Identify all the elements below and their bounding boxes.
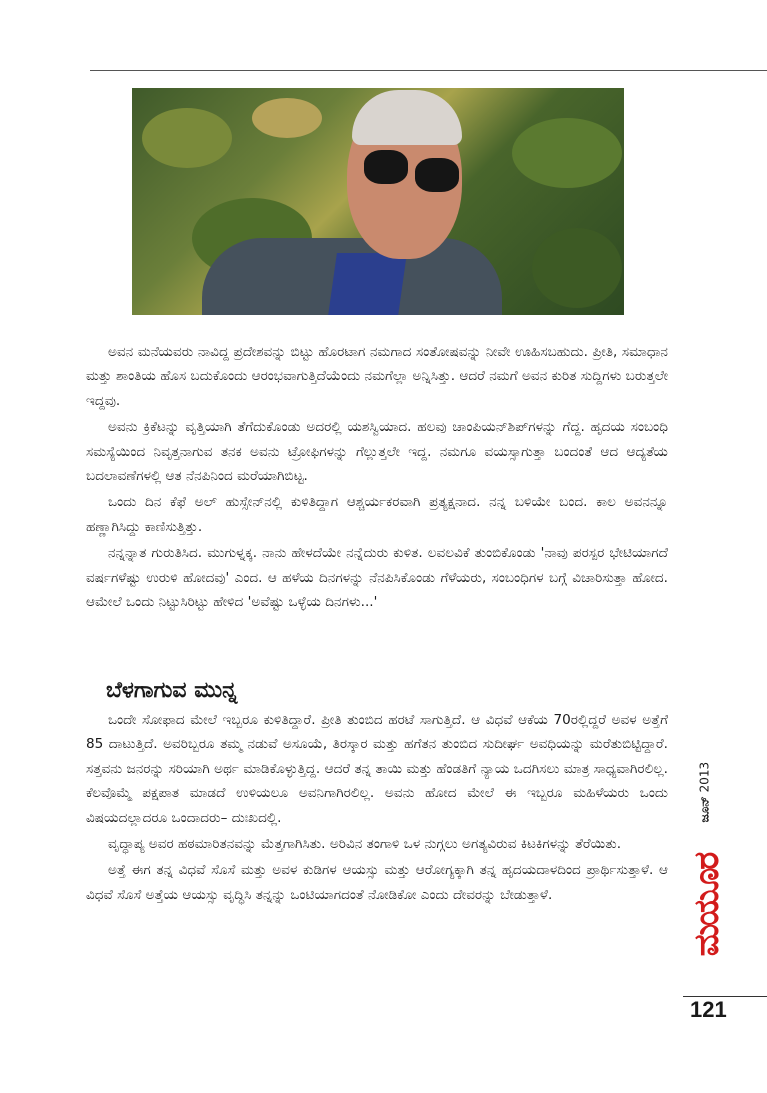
section-heading: ಬೆಳಗಾಗುವ ಮುನ್ನ [106, 678, 238, 703]
issue-date [698, 733, 713, 823]
paragraph: ಒಂದೇ ಸೋಫಾದ ಮೇಲೆ ಇಬ್ಬರೂ ಕುಳಿತಿದ್ದಾರೆ. ಪ್ರೀತಿ ತುಂಬಿದ ಹರಟೆ ಸಾಗುತ್ತಿದೆ. ಆ ವಿಧವೆ ಆಕೆಯ 70ರಲ್ಲಿದ್ದರೆ ಅವಳ ಅತ್ತೆಗೆ 85 ದಾಟುತ್ತಿದೆ. ಅವರಿಬ್ಬರೂ ತಮ್ಮ ನಡುವೆ ಅಸೂಯೆ, ತಿರಸ್ಕಾರ ಮತ್ತು ಹಗೆತನ ತುಂಬಿದ ಸುದೀರ್ಘ ಅವಧಿಯನ್ನು ಮರೆತುಬಿಟ್ಟಿದ್ದಾರೆ. ಸತ್ತವನು ಜನರನ್ನು ಸರಿಯಾಗಿ ಅರ್ಥ ಮಾಡಿಕೊಳ್ಳುತ್ತಿದ್ದ. ಆದರೆ ತನ್ನ ತಾಯಿ ಮತ್ತು ಹೆಂಡತಿಗೆ ನ್ಯಾಯ ಒದಗಿಸಲು ಮಾತ್ರ ಸಾಧ್ಯವಾಗಿರಲಿಲ್ಲ. ಕೆಲವೊಮ್ಮೆ ಪಕ್ಷಪಾತ ಮಾಡದೆ ಉಳಿಯಲೂ ಅವನಿಗಾಗಿರಲಿಲ್ಲ. ಅವನು ಹೋದ ಮೇಲೆ ಈ ಇಬ್ಬರೂ ಮಹಿಳೆಯರು ಒಂದು ವಿಷಯದಲ್ಲಾದರೂ ಒಂದಾದರು– ದುಃಖದಲ್ಲಿ. [86, 712, 668, 826]
paragraph: ಒಂದು ದಿನ ಕೆಫೆ ಅಲ್ ಹುಸ್ಸೇನ್‌ನಲ್ಲಿ ಕುಳಿತಿದ್ದಾಗ ಆಶ್ಚರ್ಯಕರವಾಗಿ ಪ್ರತ್ಯಕ್ಷನಾದ. ನನ್ನ ಬಳಿಯೇ ಬಂದ. ಕಾಲ ಅವನನ್ನೂ ಹಣ್ಣಾಗಿಸಿದ್ದು ಕಾಣಿಸುತ್ತಿತ್ತು. [86, 494, 668, 535]
author-photo [132, 88, 624, 315]
paragraph: ಅವನ ಮನೆಯವರು ನಾವಿದ್ದ ಪ್ರದೇಶವನ್ನು ಬಿಟ್ಟು ಹೊರಟಾಗ ನಮಗಾದ ಸಂತೋಷವನ್ನು ನೀವೇ ಊಹಿಸಬಹುದು. ಪ್ರೀತಿ, ಸಮಾಧಾನ ಮತ್ತು ಶಾಂತಿಯ ಹೊಸ ಬದುಕೊಂದು ಆರಂಭವಾಗುತ್ತಿದೆಯೆಂದು ನಮಗೆಲ್ಲಾ ಅನ್ನಿಸಿತ್ತು. ಆದರೆ ನಮಗೆ ಅವನ ಕುರಿತ ಸುದ್ದಿಗಳು ಬರುತ್ತಲೇ ಇದ್ದವು. [86, 344, 668, 409]
paragraph: ನನ್ನನ್ನಾತ ಗುರುತಿಸಿದ. ಮುಗುಳ್ನಕ್ಕ. ನಾನು ಹೇಳದೆಯೇ ನನ್ನೆದುರು ಕುಳಿತ. ಲವಲವಿಕೆ ತುಂಬಿಕೊಂಡು 'ನಾವು ಪರಸ್ಪರ ಭೇಟಿಯಾಗದೆ ವರ್ಷಗಳೆಷ್ಟು ಉರುಳಿ ಹೋದವು' ಎಂದ. ಆ ಹಳೆಯ ದಿನಗಳನ್ನು ನೆನಪಿಸಿಕೊಂಡು ಗೆಳೆಯರು, ಸಂಬಂಧಿಗಳ ಬಗ್ಗೆ ವಿಚಾರಿಸುತ್ತಾ ಹೋದ. ಆಮೇಲೆ ಒಂದು ನಿಟ್ಟುಸಿರಿಟ್ಟು ಹೇಳಿದ 'ಅವೆಷ್ಟು ಒಳ್ಳೆಯ ದಿನಗಳು...' [86, 545, 668, 611]
issue-year: 2013 [697, 761, 712, 793]
page-number: 121 [690, 997, 727, 1022]
issue-month: ಜೂನ್ [697, 796, 712, 823]
paragraph: ಅತ್ತೆ ಈಗ ತನ್ನ ವಿಧವೆ ಸೊಸೆ ಮತ್ತು ಅವಳ ಕುಡಿಗಳ ಆಯಸ್ಸು ಮತ್ತು ಆರೋಗ್ಯಕ್ಕಾಗಿ ತನ್ನ ಹೃದಯದಾಳದಿಂದ ಪ್ರಾರ್ಥಿಸುತ್ತಾಳೆ. ಆ ವಿಧವೆ ಸೊಸೆ ಅತ್ತೆಯ ಆಯಸ್ಸು ವೃದ್ಧಿಸಿ ತನ್ನನ್ನು ಒಂಟಿಯಾಗದಂತೆ ನೋಡಿಕೋ ಎಂದು ದೇವರನ್ನು ಬೇಡುತ್ತಾಳೆ. [86, 862, 668, 903]
paragraph: ಅವನು ಕ್ರಿಕೆಟನ್ನು ವೃತ್ತಿಯಾಗಿ ತೆಗೆದುಕೊಂಡು ಅದರಲ್ಲಿ ಯಶಸ್ವಿಯಾದ. ಹಲವು ಚಾಂಪಿಯನ್‌ಶಿಪ್‌ಗಳನ್ನು ಗೆದ್ದ. ಹೃದಯ ಸಂಬಂಧಿ ಸಮಸ್ಯೆಯಿಂದ ನಿವೃತ್ತನಾಗುವ ತನಕ ಅವನು ಟ್ರೋಫಿಗಳನ್ನು ಗೆಲ್ಲುತ್ತಲೇ ಇದ್ದ. ನಮಗೂ ವಯಸ್ಸಾಗುತ್ತಾ ಬಂದಂತೆ ಆದ ಆದ್ಯತೆಯ ಬದಲಾವಣೆಗಳಲ್ಲಿ ಆತ ನೆನಪಿನಿಂದ ಮರೆಯಾಗಿಬಿಟ್ಟ. [86, 419, 668, 485]
top-rule [90, 70, 767, 71]
masthead-logo: ಮಯೂರ [687, 853, 727, 957]
article-body-bottom [86, 708, 668, 909]
magazine-masthead [683, 835, 731, 975]
article-body-top [86, 340, 668, 616]
paragraph: ವೃದ್ಧಾಪ್ಯ ಅವರ ಹಠಮಾರಿತನವನ್ನು ಮೆತ್ತಗಾಗಿಸಿತು. ಅರಿವಿನ ತಂಗಾಳಿ ಒಳ ನುಗ್ಗಲು ಅಗತ್ಯವಿರುವ ಕಿಟಕಿಗಳನ್ನು ತೆರೆಯಿತು. [108, 836, 622, 853]
